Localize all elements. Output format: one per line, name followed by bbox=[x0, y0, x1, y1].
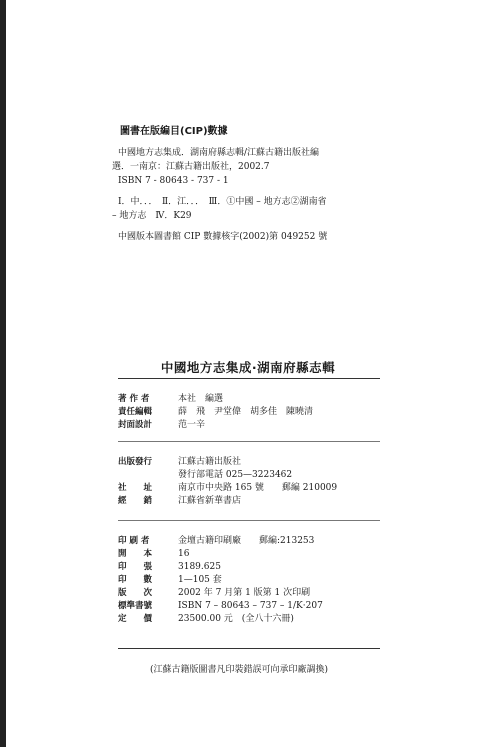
cip-line: 選．一南京：江蘇古籍出版社，2002.7 bbox=[112, 162, 270, 172]
publisher-row bbox=[118, 456, 337, 469]
cip-record bbox=[112, 125, 412, 244]
printing-row bbox=[118, 613, 323, 626]
printing-label: 標準書號 bbox=[118, 601, 153, 611]
publisher-row bbox=[118, 482, 337, 495]
printing-value: 金壇古籍印刷廠 郵編:213253 bbox=[178, 536, 315, 546]
printing-value: 1—105 套 bbox=[178, 575, 222, 585]
title-rule bbox=[118, 378, 380, 379]
publisher-label: 經 銷 bbox=[118, 496, 153, 506]
printing-label: 印 數 bbox=[118, 575, 153, 585]
credit-row bbox=[118, 406, 313, 419]
section-rule bbox=[118, 520, 380, 521]
cip-line: 中國地方志集成．湖南府縣志輯/江蘇古籍出版社編 bbox=[118, 148, 320, 158]
publisher-value: 江蘇省新華書店 bbox=[178, 496, 242, 506]
publisher-label: 出版發行 bbox=[118, 457, 153, 467]
publisher-value: 江蘇古籍出版社 bbox=[178, 457, 242, 467]
printing-label: 開 本 bbox=[118, 549, 153, 559]
credit-label: 責任編輯 bbox=[118, 407, 153, 417]
publisher-row bbox=[118, 495, 337, 508]
cip-line: – 地方志 Ⅳ．K29 bbox=[112, 211, 192, 221]
printing-value: 23500.00 元 (全八十六冊) bbox=[178, 614, 294, 624]
bottom-rule bbox=[118, 648, 380, 649]
printing-label: 印 刷 者 bbox=[118, 536, 150, 546]
printing-label: 定 價 bbox=[118, 614, 153, 624]
cip-line: ISBN 7 - 80643 - 737 - 1 bbox=[118, 176, 229, 186]
printing-value: 16 bbox=[178, 549, 190, 559]
printing-row bbox=[118, 535, 323, 548]
publisher-row bbox=[118, 469, 337, 482]
printing-row bbox=[118, 561, 323, 574]
printing-row bbox=[118, 548, 323, 561]
credit-row bbox=[118, 393, 313, 406]
publisher-label: 社 址 bbox=[118, 483, 153, 493]
cip-line: 中國版本圖書館 CIP 數據核字(2002)第 049252 號 bbox=[118, 232, 328, 242]
publisher-label bbox=[118, 469, 178, 482]
section-rule bbox=[118, 441, 380, 442]
credit-label: 封面設計 bbox=[118, 420, 153, 430]
cip-heading: 圖書在版編目(CIP)數據 bbox=[120, 126, 228, 137]
scan-edge-shadow bbox=[0, 0, 6, 747]
credit-value: 范一辛 bbox=[178, 420, 206, 430]
printing-row bbox=[118, 587, 323, 600]
credit-value: 本社 編選 bbox=[178, 394, 224, 404]
printing-row bbox=[118, 574, 323, 587]
credit-value: 薛 飛 尹堂偉 胡多佳 陳曉清 bbox=[178, 407, 314, 417]
publisher-block bbox=[118, 456, 337, 508]
cip-line: Ⅰ．中．．． Ⅱ．江．．． Ⅲ．①中國 – 地方志②湖南省 bbox=[118, 197, 327, 207]
printing-block bbox=[118, 535, 323, 626]
publisher-value: 南京市中央路 165 號 郵編 210009 bbox=[178, 483, 338, 493]
printing-value: ISBN 7 – 80643 – 737 – 1/K·207 bbox=[178, 601, 323, 611]
credit-label: 著 作 者 bbox=[118, 394, 150, 404]
replacement-notice: (江蘇古籍版圖書凡印裝錯誤可向承印廠調換) bbox=[150, 665, 329, 675]
publisher-value: 發行部電話 025—3223462 bbox=[178, 470, 293, 480]
book-title: 中國地方志集成·湖南府縣志輯 bbox=[160, 360, 336, 375]
printing-label: 版 次 bbox=[118, 588, 153, 598]
printing-label: 印 張 bbox=[118, 562, 153, 572]
printing-row bbox=[118, 600, 323, 613]
printing-value: 2002 年 7 月第 1 版第 1 次印刷 bbox=[178, 588, 311, 598]
credits-block bbox=[118, 393, 313, 432]
credit-row bbox=[118, 419, 313, 432]
printing-value: 3189.625 bbox=[178, 562, 221, 572]
